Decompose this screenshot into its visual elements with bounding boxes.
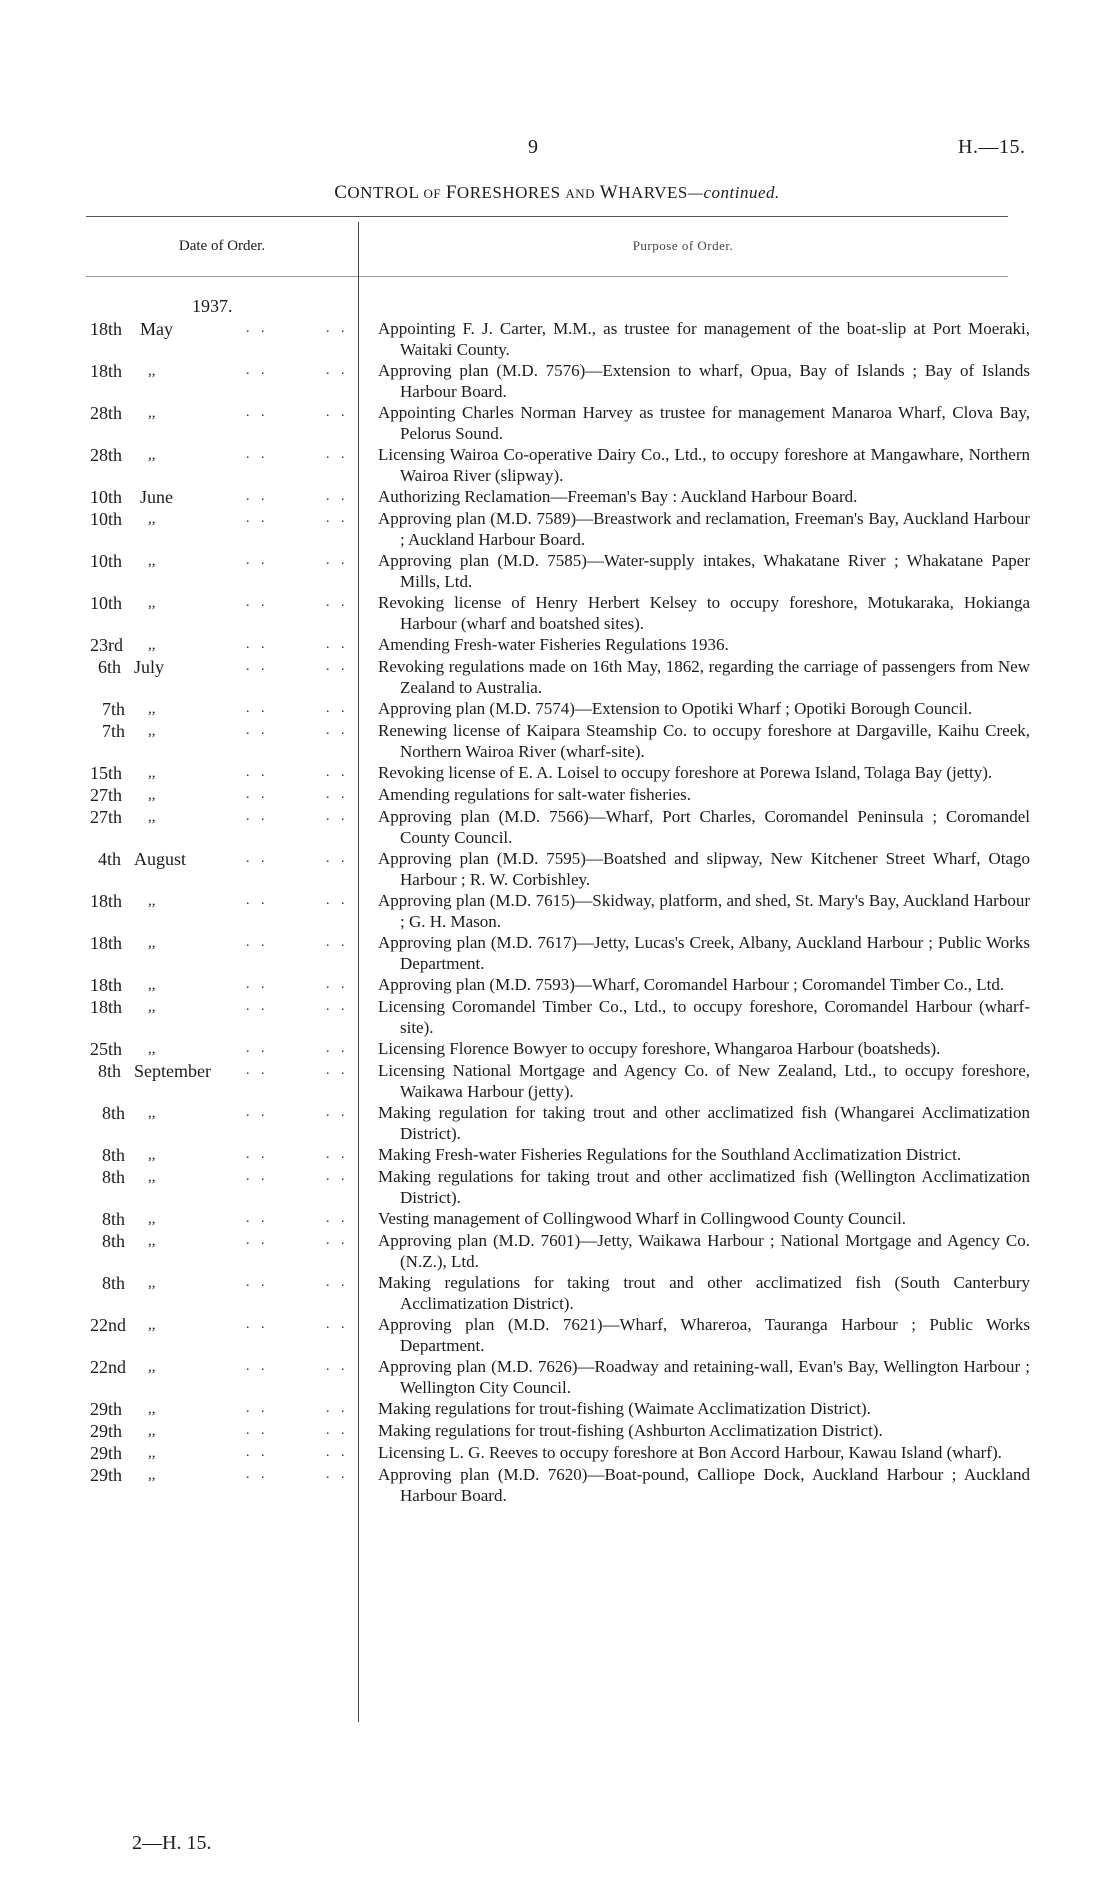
leader-dots: . . — [326, 405, 349, 420]
leader-dots: . . — [326, 1317, 349, 1332]
date-cell — [0, 550, 358, 572]
table-row — [0, 1038, 1114, 1060]
date-cell — [0, 1398, 358, 1420]
leader-dots: . . — [246, 637, 269, 652]
title-word-wharves: HARVES — [618, 183, 688, 202]
document-reference: H.—15. — [958, 136, 1026, 158]
order-day: 29th — [90, 1465, 123, 1485]
date-cell — [0, 444, 358, 466]
table-row — [0, 1144, 1114, 1166]
order-day: 8th — [98, 1061, 122, 1081]
leader-dots: . . — [326, 1467, 349, 1482]
leader-dots: . . — [246, 321, 269, 336]
purpose-cell: Revoking license of Henry Herbert Kelsey to occupy foreshore, Motukaraka, Hokianga Harbour (wharf and boatshed sites). — [378, 593, 1030, 633]
purpose-cell: Licensing Coromandel Timber Co., Ltd., to occupy foreshore, Coromandel Harbour (wharf-site). — [378, 997, 1030, 1037]
table-row — [0, 932, 1114, 974]
title-initial-c: C — [334, 182, 348, 203]
year-label: 1937. — [192, 296, 233, 316]
leader-dots: . . — [246, 787, 269, 802]
table-row — [0, 508, 1114, 550]
table-row — [0, 1314, 1114, 1356]
order-month: ,, — [148, 809, 156, 825]
order-day: 18th — [90, 319, 123, 339]
purpose-cell: Making regulation for taking trout and other acclimatized fish (Whangarei Acclimatization District). — [378, 1103, 1030, 1143]
leader-dots: . . — [246, 1105, 269, 1120]
table-row — [0, 1166, 1114, 1208]
date-cell — [0, 592, 358, 614]
table-row — [0, 784, 1114, 806]
order-day: 27th — [90, 807, 123, 827]
order-day: 8th — [102, 1103, 126, 1123]
purpose-cell: Approving plan (M.D. 7626)—Roadway and retaining-wall, Evan's Bay, Wellington Harbour ; Wellington City Council. — [378, 1357, 1030, 1397]
date-cell — [0, 360, 358, 382]
table-row — [0, 1272, 1114, 1314]
leader-dots: . . — [326, 321, 349, 336]
table-title — [0, 182, 1114, 204]
table-row — [0, 318, 1114, 360]
leader-dots: . . — [326, 723, 349, 738]
order-day: 10th — [90, 509, 123, 529]
date-cell — [0, 1230, 358, 1252]
order-month: July — [134, 657, 165, 677]
table-row — [0, 762, 1114, 784]
order-day: 10th — [90, 487, 123, 507]
purpose-cell: Making Fresh-water Fisheries Regulations for the Southland Acclimatization District. — [378, 1145, 962, 1164]
order-month: ,, — [148, 363, 156, 379]
order-day: 8th — [102, 1273, 126, 1293]
table-row — [0, 1420, 1114, 1442]
leader-dots: . . — [246, 1317, 269, 1332]
order-day: 29th — [90, 1421, 123, 1441]
leader-dots: . . — [326, 1063, 349, 1078]
date-cell — [0, 1420, 358, 1442]
purpose-cell: Licensing L. G. Reeves to occupy foreshore at Bon Accord Harbour, Kawau Island (wharf). — [378, 1443, 1002, 1462]
order-day: 22nd — [90, 1357, 126, 1377]
leader-dots: . . — [246, 977, 269, 992]
order-month: June — [140, 487, 173, 507]
leader-dots: . . — [246, 999, 269, 1014]
order-month: ,, — [148, 977, 156, 993]
order-day: 29th — [90, 1443, 123, 1463]
order-day: 18th — [90, 361, 123, 381]
order-month: ,, — [148, 1211, 156, 1227]
purpose-cell: Appointing F. J. Carter, M.M., as trustee for management of the boat-slip at Port Moeraki, Waitaki County. — [378, 319, 1030, 359]
leader-dots: . . — [246, 1467, 269, 1482]
table-row — [0, 1208, 1114, 1230]
order-month: ,, — [148, 595, 156, 611]
leader-dots: . . — [326, 999, 349, 1014]
leader-dots: . . — [326, 363, 349, 378]
table-row — [0, 592, 1114, 634]
leader-dots: . . — [246, 659, 269, 674]
leader-dots: . . — [326, 1211, 349, 1226]
order-day: 29th — [90, 1399, 123, 1419]
table-row — [0, 806, 1114, 848]
title-word-of: OF — [423, 186, 442, 201]
purpose-cell: Approving plan (M.D. 7595)—Boatshed and slipway, New Kitchener Street Wharf, Otago Harbour ; R. W. Corbishley. — [378, 849, 1030, 889]
leader-dots: . . — [246, 447, 269, 462]
order-month: ,, — [148, 1275, 156, 1291]
table-row — [0, 1102, 1114, 1144]
leader-dots: . . — [326, 1169, 349, 1184]
leader-dots: . . — [326, 659, 349, 674]
leader-dots: . . — [326, 1423, 349, 1438]
date-cell — [0, 698, 358, 720]
date-cell — [0, 1442, 358, 1464]
purpose-cell: Appointing Charles Norman Harvey as trustee for management Manaroa Wharf, Clova Bay, Pelorus Sound. — [378, 403, 1030, 443]
purpose-cell: Approving plan (M.D. 7615)—Skidway, platform, and shed, St. Mary's Bay, Auckland Harbour ; G. H. Mason. — [378, 891, 1030, 931]
order-day: 28th — [90, 445, 123, 465]
order-month: ,, — [148, 893, 156, 909]
table-row — [0, 486, 1114, 508]
leader-dots: . . — [326, 1233, 349, 1248]
purpose-cell: Making regulations for trout-fishing (Waimate Acclimatization District). — [378, 1399, 871, 1418]
leader-dots: . . — [246, 893, 269, 908]
date-cell — [0, 806, 358, 828]
date-cell — [0, 402, 358, 424]
date-cell — [0, 890, 358, 912]
date-cell — [0, 1208, 358, 1230]
order-month: ,, — [148, 1445, 156, 1461]
leader-dots: . . — [246, 1063, 269, 1078]
date-cell — [0, 1314, 358, 1336]
date-cell — [0, 1102, 358, 1124]
order-day: 4th — [98, 849, 122, 869]
title-initial-w: W — [599, 182, 619, 203]
table-row — [0, 996, 1114, 1038]
purpose-cell: Making regulations for taking trout and other acclimatized fish (South Canterbury Acclimatization District). — [378, 1273, 1030, 1313]
table-row — [0, 1060, 1114, 1102]
purpose-cell: Approving plan (M.D. 7585)—Water-supply intakes, Whakatane River ; Whakatane Paper Mills, Ltd. — [378, 551, 1030, 591]
orders-table — [0, 318, 1114, 1506]
order-month: ,, — [148, 1423, 156, 1439]
date-cell — [0, 996, 358, 1018]
leader-dots: . . — [246, 701, 269, 716]
leader-dots: . . — [326, 447, 349, 462]
date-cell — [0, 508, 358, 530]
leader-dots: . . — [246, 723, 269, 738]
footer-signature: 2—H. 15. — [132, 1832, 212, 1854]
title-word-foreshores: ORESHORES — [456, 183, 561, 202]
table-row — [0, 402, 1114, 444]
leader-dots: . . — [246, 363, 269, 378]
leader-dots: . . — [326, 701, 349, 716]
leader-dots: . . — [326, 1401, 349, 1416]
leader-dots: . . — [326, 1105, 349, 1120]
date-cell — [0, 784, 358, 806]
table-row — [0, 360, 1114, 402]
leader-dots: . . — [246, 1147, 269, 1162]
leader-dots: . . — [326, 511, 349, 526]
purpose-cell: Approving plan (M.D. 7576)—Extension to wharf, Opua, Bay of Islands ; Bay of Islands Harbour Board. — [378, 361, 1030, 401]
leader-dots: . . — [246, 1211, 269, 1226]
purpose-cell: Revoking license of E. A. Loisel to occupy foreshore at Porewa Island, Tolaga Bay (jetty). — [378, 763, 993, 782]
leader-dots: . . — [326, 595, 349, 610]
column-header-date: Date of Order. — [178, 238, 266, 254]
order-day: 10th — [90, 593, 123, 613]
leader-dots: . . — [326, 893, 349, 908]
order-day: 8th — [102, 1167, 126, 1187]
leader-dots: . . — [326, 637, 349, 652]
order-month: ,, — [148, 1169, 156, 1185]
leader-dots: . . — [326, 1445, 349, 1460]
purpose-cell: Approving plan (M.D. 7574)—Extension to Opotiki Wharf ; Opotiki Borough Council. — [378, 699, 973, 718]
order-month: ,, — [148, 701, 156, 717]
purpose-cell: Making regulations for trout-fishing (Ashburton Acclimatization District). — [378, 1421, 883, 1440]
leader-dots: . . — [246, 553, 269, 568]
order-day: 8th — [102, 1209, 126, 1229]
leader-dots: . . — [326, 765, 349, 780]
table-row — [0, 550, 1114, 592]
order-month: ,, — [148, 405, 156, 421]
order-month: ,, — [148, 511, 156, 527]
leader-dots: . . — [326, 489, 349, 504]
table-row — [0, 1442, 1114, 1464]
purpose-cell: Licensing National Mortgage and Agency Co. of New Zealand, Ltd., to occupy foreshore, Waikawa Harbour (jetty). — [378, 1061, 1030, 1101]
date-cell — [0, 1038, 358, 1060]
leader-dots: . . — [246, 595, 269, 610]
order-month: ,, — [148, 935, 156, 951]
leader-dots: . . — [326, 809, 349, 824]
purpose-cell: Licensing Wairoa Co-operative Dairy Co., Ltd., to occupy foreshore at Mangawhare, Northern Wairoa River (slipway). — [378, 445, 1030, 485]
leader-dots: . . — [246, 1359, 269, 1374]
leader-dots: . . — [326, 553, 349, 568]
order-day: 27th — [90, 785, 123, 805]
order-month: ,, — [148, 1401, 156, 1417]
date-cell — [0, 1356, 358, 1378]
order-month: ,, — [148, 1105, 156, 1121]
table-row — [0, 720, 1114, 762]
leader-dots: . . — [326, 1041, 349, 1056]
table-row — [0, 698, 1114, 720]
order-day: 23rd — [90, 635, 123, 655]
order-month: August — [134, 849, 187, 869]
purpose-cell: Licensing Florence Bowyer to occupy foreshore, Whangaroa Harbour (boatsheds). — [378, 1039, 941, 1058]
purpose-cell: Authorizing Reclamation—Freeman's Bay : Auckland Harbour Board. — [378, 487, 858, 506]
order-month: September — [134, 1061, 211, 1081]
leader-dots: . . — [326, 787, 349, 802]
leader-dots: . . — [326, 977, 349, 992]
order-month: ,, — [148, 787, 156, 803]
leader-dots: . . — [246, 1423, 269, 1438]
purpose-cell: Approving plan (M.D. 7589)—Breastwork and reclamation, Freeman's Bay, Auckland Harbour ; Auckland Harbour Board. — [378, 509, 1030, 549]
date-cell — [0, 486, 358, 508]
purpose-cell: Approving plan (M.D. 7566)—Wharf, Port Charles, Coromandel Peninsula ; Coromandel County Council. — [378, 807, 1030, 847]
leader-dots: . . — [246, 1169, 269, 1184]
header-bottom-rule — [86, 276, 1008, 277]
title-word-and: AND — [565, 186, 596, 201]
leader-dots: . . — [246, 1401, 269, 1416]
purpose-cell: Amending Fresh-water Fisheries Regulations 1936. — [378, 635, 729, 654]
leader-dots: . . — [246, 1275, 269, 1290]
table-row — [0, 890, 1114, 932]
order-month: ,, — [148, 765, 156, 781]
purpose-cell: Approving plan (M.D. 7601)—Jetty, Waikawa Harbour ; National Mortgage and Agency Co. (N.Z.), Ltd. — [378, 1231, 1030, 1271]
order-day: 25th — [90, 1039, 123, 1059]
table-row — [0, 1398, 1114, 1420]
order-day: 18th — [90, 933, 123, 953]
leader-dots: . . — [246, 405, 269, 420]
order-day: 6th — [98, 657, 122, 677]
order-month: ,, — [148, 999, 156, 1015]
leader-dots: . . — [326, 1147, 349, 1162]
date-cell — [0, 1060, 358, 1082]
order-day: 18th — [90, 975, 123, 995]
date-cell — [0, 656, 358, 678]
order-day: 8th — [102, 1231, 126, 1251]
purpose-cell: Amending regulations for salt-water fisheries. — [378, 785, 691, 804]
order-month: ,, — [148, 1041, 156, 1057]
title-word-control: ONTROL — [347, 183, 419, 202]
table-row — [0, 656, 1114, 698]
purpose-cell: Approving plan (M.D. 7617)—Jetty, Lucas's Creek, Albany, Auckland Harbour ; Public Works Department. — [378, 933, 1030, 973]
table-row — [0, 848, 1114, 890]
purpose-cell: Approving plan (M.D. 7620)—Boat-pound, Calliope Dock, Auckland Harbour ; Auckland Harbour Board. — [378, 1465, 1030, 1505]
order-day: 18th — [90, 997, 123, 1017]
leader-dots: . . — [246, 1041, 269, 1056]
purpose-cell: Revoking regulations made on 16th May, 1862, regarding the carriage of passengers from New Zealand to Australia. — [378, 657, 1030, 697]
purpose-cell: Approving plan (M.D. 7593)—Wharf, Coromandel Harbour ; Coromandel Timber Co., Ltd. — [378, 975, 1005, 994]
order-day: 7th — [102, 699, 126, 719]
order-month: ,, — [148, 637, 156, 653]
date-cell — [0, 318, 358, 340]
leader-dots: . . — [326, 851, 349, 866]
order-day: 28th — [90, 403, 123, 423]
date-cell — [0, 634, 358, 656]
leader-dots: . . — [246, 765, 269, 780]
table-row — [0, 1230, 1114, 1272]
order-month: May — [140, 319, 173, 339]
date-cell — [0, 1144, 358, 1166]
table-row — [0, 444, 1114, 486]
date-cell — [0, 720, 358, 742]
leader-dots: . . — [246, 809, 269, 824]
order-day: 7th — [102, 721, 126, 741]
date-cell — [0, 1272, 358, 1294]
purpose-cell: Vesting management of Collingwood Wharf in Collingwood County Council. — [378, 1209, 907, 1228]
leader-dots: . . — [326, 1275, 349, 1290]
leader-dots: . . — [326, 935, 349, 950]
order-day: 10th — [90, 551, 123, 571]
date-cell — [0, 1166, 358, 1188]
purpose-cell: Approving plan (M.D. 7621)—Wharf, Whareroa, Tauranga Harbour ; Public Works Department. — [378, 1315, 1030, 1355]
header-top-rule — [86, 216, 1008, 217]
order-month: ,, — [148, 723, 156, 739]
order-day: 15th — [90, 763, 123, 783]
column-header-purpose: Purpose of Order. — [632, 238, 734, 253]
page-number: 9 — [528, 136, 538, 158]
date-cell — [0, 932, 358, 954]
order-month: ,, — [148, 1147, 156, 1163]
order-month: ,, — [148, 1359, 156, 1375]
title-continued: —continued. — [687, 183, 780, 202]
leader-dots: . . — [246, 935, 269, 950]
date-cell — [0, 848, 358, 870]
date-cell — [0, 762, 358, 784]
order-month: ,, — [148, 1233, 156, 1249]
leader-dots: . . — [246, 489, 269, 504]
leader-dots: . . — [246, 1445, 269, 1460]
date-cell — [0, 974, 358, 996]
leader-dots: . . — [246, 1233, 269, 1248]
order-month: ,, — [148, 1317, 156, 1333]
order-day: 18th — [90, 891, 123, 911]
leader-dots: . . — [326, 1359, 349, 1374]
order-month: ,, — [148, 1467, 156, 1483]
title-initial-f: F — [445, 182, 457, 203]
order-day: 8th — [102, 1145, 126, 1165]
table-row — [0, 974, 1114, 996]
order-day: 22nd — [90, 1315, 126, 1335]
leader-dots: . . — [246, 851, 269, 866]
table-row — [0, 1464, 1114, 1506]
purpose-cell: Making regulations for taking trout and other acclimatized fish (Wellington Acclimatization District). — [378, 1167, 1030, 1207]
purpose-cell: Renewing license of Kaipara Steamship Co. to occupy foreshore at Dargaville, Kaihu Creek, Northern Wairoa River (wharf-site). — [378, 721, 1030, 761]
order-month: ,, — [148, 553, 156, 569]
table-row — [0, 634, 1114, 656]
date-cell — [0, 1464, 358, 1486]
order-month: ,, — [148, 447, 156, 463]
leader-dots: . . — [246, 511, 269, 526]
table-row — [0, 1356, 1114, 1398]
